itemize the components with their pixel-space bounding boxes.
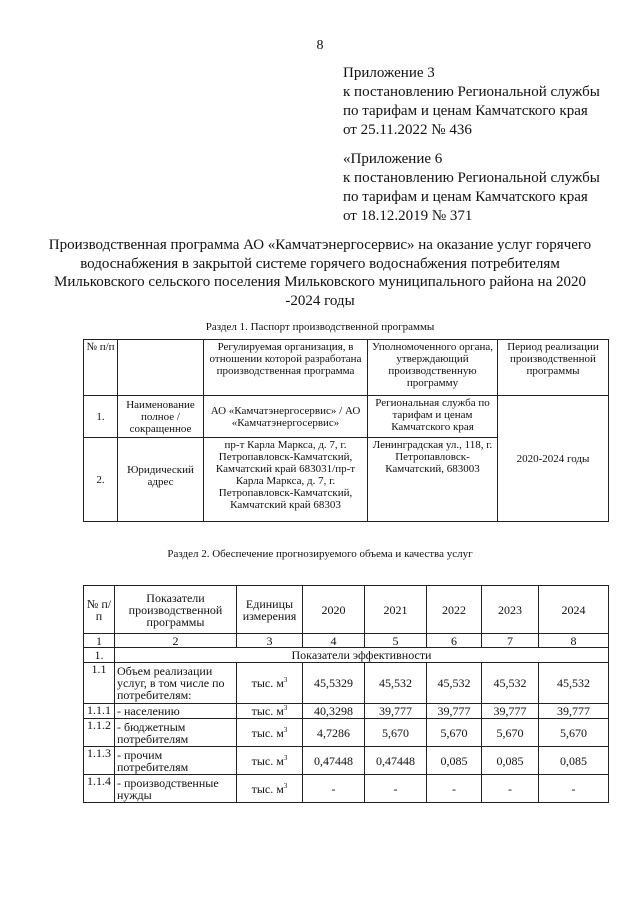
value-cell: 5,670 (539, 719, 609, 747)
header-cell: 2022 (427, 586, 482, 634)
unit-sup: 3 (283, 725, 288, 734)
header-cell: 2024 (539, 586, 609, 634)
col-number: 5 (365, 634, 427, 648)
value-cell: 45,532 (539, 663, 609, 704)
column-numbers-row (84, 634, 609, 648)
appendix-6-line: по тарифам и ценам Камчатского края (343, 189, 588, 205)
value-cell: 39,777 (427, 704, 482, 719)
value-cell: 0,085 (539, 747, 609, 775)
table-row (84, 747, 609, 775)
unit-sup: 3 (283, 753, 288, 762)
org-cell: АО «Камчатэнергосервис» / АО «Камчатэнергосервис» (204, 396, 368, 438)
row-label: - прочим потребителям (115, 747, 237, 775)
header-cell: 2020 (303, 586, 365, 634)
appendix-3-line: Приложение 3 (343, 65, 435, 81)
unit-cell (237, 704, 303, 719)
org-cell: пр-т Карла Маркса, д. 7, г. Петропавловск-Камчатский, Камчатский край 683031/пр-т Карла Маркса, д. 7, г. Петропавловск-Камчатский, Камчатский край 68303 (204, 438, 368, 522)
row-number: 1.1 (84, 663, 115, 704)
table-row (84, 775, 609, 803)
unit-cell (237, 747, 303, 775)
table-row (84, 396, 609, 438)
unit-base: тыс. м (251, 781, 284, 796)
col-number: 2 (115, 634, 237, 648)
header-cell (118, 340, 204, 396)
row-number: 1.1.1 (84, 704, 115, 719)
value-cell: 0,085 (482, 747, 539, 775)
appendix-6-block (343, 150, 600, 226)
col-number: 8 (539, 634, 609, 648)
value-cell: - (482, 775, 539, 803)
unit-base: тыс. м (251, 704, 284, 718)
row-number: 1.1.3 (84, 747, 115, 775)
value-cell: 4,7286 (303, 719, 365, 747)
appendix-6-line: от 18.12.2019 № 371 (343, 208, 473, 224)
row-number: 1. (84, 396, 118, 438)
group-row (84, 648, 609, 663)
value-cell: 45,532 (427, 663, 482, 704)
header-cell: № п/п (84, 586, 115, 634)
table-row (84, 663, 609, 704)
value-cell: 40,3298 (303, 704, 365, 719)
header-cell: Уполномоченного органа, утверждающий производственную программу (368, 340, 498, 396)
value-cell: 45,532 (482, 663, 539, 704)
col-number: 3 (237, 634, 303, 648)
col-number: 7 (482, 634, 539, 648)
passport-header-row (84, 340, 609, 396)
col-number: 6 (427, 634, 482, 648)
table-row (84, 704, 609, 719)
appendix-6-line: к постановлению Региональной службы (343, 170, 600, 186)
value-cell: - (539, 775, 609, 803)
header-cell: 2023 (482, 586, 539, 634)
value-cell: 39,777 (482, 704, 539, 719)
header-cell: Показатели производственной программы (115, 586, 237, 634)
value-cell: 45,5329 (303, 663, 365, 704)
appendix-3-line: по тарифам и ценам Камчатского края (343, 103, 588, 119)
value-cell: 39,777 (365, 704, 427, 719)
appendix-3-block (343, 64, 600, 140)
appendix-3-line: к постановлению Региональной службы (343, 84, 600, 100)
value-cell: 5,670 (482, 719, 539, 747)
indicators-table (83, 585, 609, 803)
col-number: 4 (303, 634, 365, 648)
authority-cell: Ленинградская ул., 118, г. Петропавловск-Камчатский, 683003 (368, 438, 498, 522)
period-cell: 2020-2024 годы (498, 396, 609, 522)
unit-base: тыс. м (251, 753, 284, 768)
value-cell: 5,670 (427, 719, 482, 747)
row-number: 1.1.2 (84, 719, 115, 747)
value-cell: 45,532 (365, 663, 427, 704)
value-cell: - (365, 775, 427, 803)
value-cell: 0,47448 (303, 747, 365, 775)
row-label: Юридический адрес (118, 438, 204, 522)
unit-cell (237, 719, 303, 747)
appendix-3-line: от 25.11.2022 № 436 (343, 122, 472, 138)
unit-base: тыс. м (251, 676, 284, 690)
header-cell: 2021 (365, 586, 427, 634)
unit-base: тыс. м (251, 725, 284, 740)
appendix-6-line: «Приложение 6 (343, 151, 443, 167)
group-label: Показатели эффективности (115, 648, 609, 663)
row-label: - населению (115, 704, 237, 719)
row-label: Объем реализации услуг, в том числе по потребителям: (115, 663, 237, 704)
table-row (84, 719, 609, 747)
authority-cell: Региональная служба по тарифам и ценам Камчатского края (368, 396, 498, 438)
unit-sup: 3 (283, 781, 288, 790)
indicators-header-row (84, 586, 609, 634)
row-label: Наименование полное / сокращенное (118, 396, 204, 438)
row-number: 2. (84, 438, 118, 522)
section-1-title: Раздел 1. Паспорт производственной программы (205, 321, 435, 333)
group-number: 1. (84, 648, 115, 663)
row-number: 1.1.4 (84, 775, 115, 803)
value-cell: 5,670 (365, 719, 427, 747)
unit-cell (237, 775, 303, 803)
row-label: - производственные нужды (115, 775, 237, 803)
header-cell: Регулируемая организация, в отношении которой разработана производственная программа (204, 340, 368, 396)
col-number: 1 (84, 634, 115, 648)
value-cell: - (303, 775, 365, 803)
header-cell: Единицы измерения (237, 586, 303, 634)
value-cell: 0,47448 (365, 747, 427, 775)
section-2-title: Раздел 2. Обеспечение прогнозируемого объема и качества услуг (167, 548, 473, 560)
header-cell: Период реализации производственной программы (498, 340, 609, 396)
row-label: - бюджетным потребителям (115, 719, 237, 747)
value-cell: 39,777 (539, 704, 609, 719)
header-cell: № п/п (84, 340, 118, 396)
unit-sup: 3 (283, 676, 288, 684)
unit-sup: 3 (283, 704, 288, 712)
passport-table (83, 339, 609, 522)
page-number: 8 (316, 38, 324, 53)
value-cell: - (427, 775, 482, 803)
document-title: Производственная программа АО «Камчатэнергосервис» на оказание услуг горячего водоснабжения в закрытой системе горячего водоснабжения потребителям Мильковского сельского поселения Мильковского муниципального района на 2020 -2024 годы (48, 237, 592, 309)
unit-cell (237, 663, 303, 704)
value-cell: 0,085 (427, 747, 482, 775)
